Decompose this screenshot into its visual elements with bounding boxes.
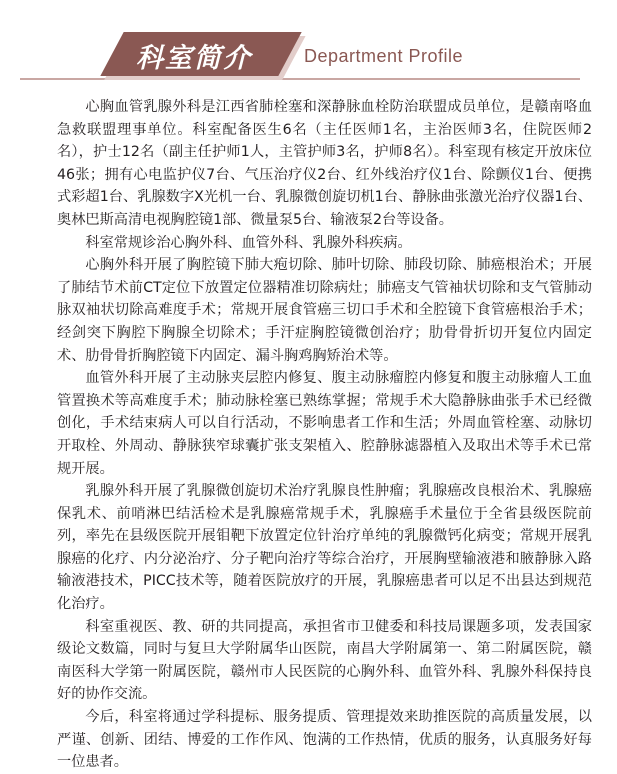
- section-header: [0, 0, 617, 80]
- paragraph-overview: 心胸血管乳腺外科是江西省肺栓塞和深静脉血栓防治联盟成员单位，是赣南咯血急救联盟理事单位。科室配备医生6名（主任医师1名，主治医师3名，住院医师2名），护士12名（副主任护师1人，主管护师3名，护师8名）。科室现有核定开放床位46张；拥有心电监护仪7台、气压治疗仪2台、红外线治疗仪1台、除颤仪1台、便携式彩超1台、乳腺数字X光机一台、乳腺微创旋切机1台、静脉曲张激光治疗仪器1台、奥林巴斯高清电视胸腔镜1部、微量泵5台、输液泵2台等设备。: [57, 99, 592, 228]
- paragraph-research: 科室重视医、教、研的共同提高，承担省市卫健委和科技局课题多项，发表国家级论文数篇，同时与复旦大学附属华山医院，南昌大学附属第一、第二附属医院，赣南医科大学第一附属医院，赣州市人民医院的心胸外科、血管外科、乳腺外科保持良好的协作交流。: [57, 618, 592, 703]
- paragraph-vascular-surgery: 血管外科开展了主动脉夹层腔内修复、腹主动脉瘤腔内修复和腹主动脉瘤人工血管置换术等高难度手术；肺动脉栓塞已熟练掌握；常规手术大隐静脉曲张手术已经微创化，手术结束病人可以自行活动，不影响患者工作和生活；外周血管栓塞、动脉切开取栓、外周动、静脉狭窄球囊扩张支架植入、腔静脉滤器植入及取出术等手术已常规开展。: [57, 370, 592, 477]
- paragraph-scope: 科室常规诊治心胸外科、血管外科、乳腺外科疾病。: [85, 234, 412, 251]
- department-profile-body: [57, 96, 592, 774]
- section-title-cn: 科室简介: [136, 43, 252, 74]
- paragraph-thoracic-surgery: 心胸外科开展了胸腔镜下肺大疱切除、肺叶切除、肺段切除、肺癌根治术；开展了肺结节术前CT定位下放置定位器精准切除病灶；肺癌支气管袖状切除和支气管肺动脉双袖状切除高难度手术；常规开展食管癌三切口手术和全腔镜下食管癌根治手术；经剑突下胸腔下胸腺全切除术；手汗症胸腔镜微创治疗；肋骨骨折切开复位内固定术、肋骨骨折胸腔镜下内固定、漏斗胸鸡胸矫治术等。: [57, 257, 592, 364]
- paragraph-breast-surgery: 乳腺外科开展了乳腺微创旋切术治疗乳腺良性肿瘤；乳腺癌改良根治术、乳腺癌保乳术、前哨淋巴结活检术是乳腺癌常规手术，乳腺癌手术量位于全省县级医院前列，率先在县级医院开展钼靶下放置定位针治疗单纯的乳腺微钙化病变；常规开展乳腺癌的化疗、内分泌治疗、分子靶向治疗等综合治疗，开展胸壁输液港和腋静脉入路输液港技术，PICC技术等，随着医院放疗的开展，乳腺癌患者可以足不出县达到规范化治疗。: [57, 483, 592, 613]
- paragraph-outlook: 今后，科室将通过学科提标、服务提质、管理提效来助推医院的高质量发展，以严谨、创新、团结、博爱的工作作风、饱满的工作热情，优质的服务，认真服务好每一位患者。: [57, 709, 592, 771]
- section-title-en: Department Profile: [304, 46, 464, 66]
